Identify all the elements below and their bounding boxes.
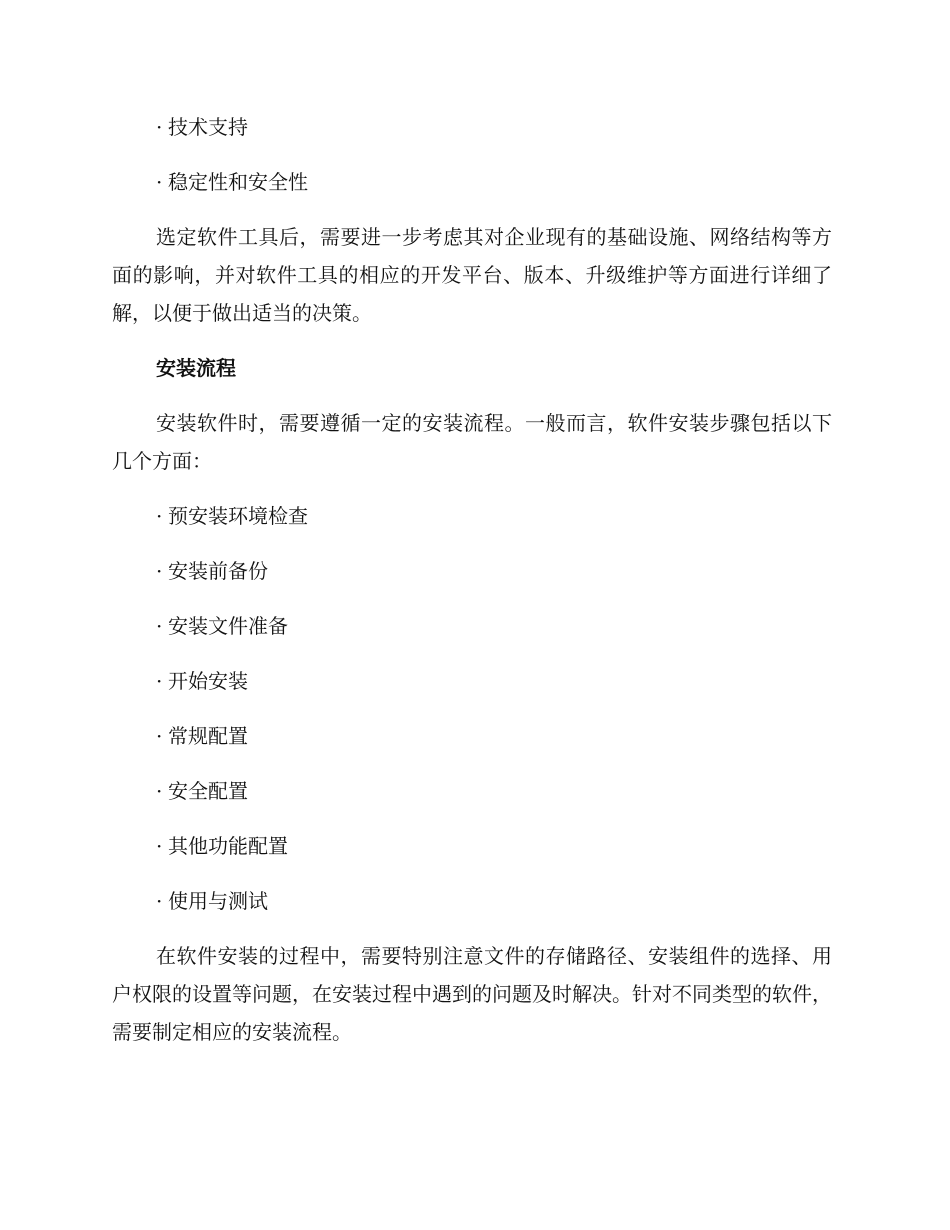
bullet-text: 预安装环境检查 [168,504,308,528]
bullet-item [156,497,832,535]
bullet-dot: · [156,504,163,528]
bullet-text: 安装前备份 [168,559,268,583]
bullet-dot: · [156,779,163,803]
bullet-item [156,552,832,590]
bullet-item [156,717,832,755]
bullet-dot: · [156,889,163,913]
bullet-dot: · [156,559,163,583]
bullet-dot: · [156,724,163,748]
bullet-item [156,882,832,920]
bullet-dot: · [156,115,163,139]
bullet-item [156,108,832,146]
paragraph-install-intro: 安装软件时，需要遵循一定的安装流程。一般而言，软件安装步骤包括以下几个方面： [112,411,832,473]
bullet-dot: · [156,614,163,638]
bullet-text: 开始安装 [168,669,248,693]
document-body [112,108,832,1068]
section-heading: 安装流程 [156,356,236,380]
bullet-text: 稳定性和安全性 [168,170,308,194]
bullet-text: 安装文件准备 [168,614,288,638]
bullet-dot: · [156,669,163,693]
bullet-text: 技术支持 [168,115,248,139]
bullet-text: 安全配置 [168,779,248,803]
bullet-dot: · [156,834,163,858]
bullet-item [156,827,832,865]
bullet-item [156,607,832,645]
bullet-item [156,772,832,810]
paragraph-tool-selection: 选定软件工具后，需要进一步考虑其对企业现有的基础设施、网络结构等方面的影响，并对软件工具的相应的开发平台、版本、升级维护等方面进行详细了解，以便于做出适当的决策。 [112,225,832,325]
bullet-dot: · [156,170,163,194]
bullet-item [156,662,832,700]
bullet-text: 使用与测试 [168,889,268,913]
bullet-text: 常规配置 [168,724,248,748]
bullet-text: 其他功能配置 [168,834,288,858]
bullet-item [156,163,832,201]
paragraph-install-notes: 在软件安装的过程中，需要特别注意文件的存储路径、安装组件的选择、用户权限的设置等问题，在安装过程中遇到的问题及时解决。针对不同类型的软件，需要制定相应的安装流程。 [112,944,832,1044]
